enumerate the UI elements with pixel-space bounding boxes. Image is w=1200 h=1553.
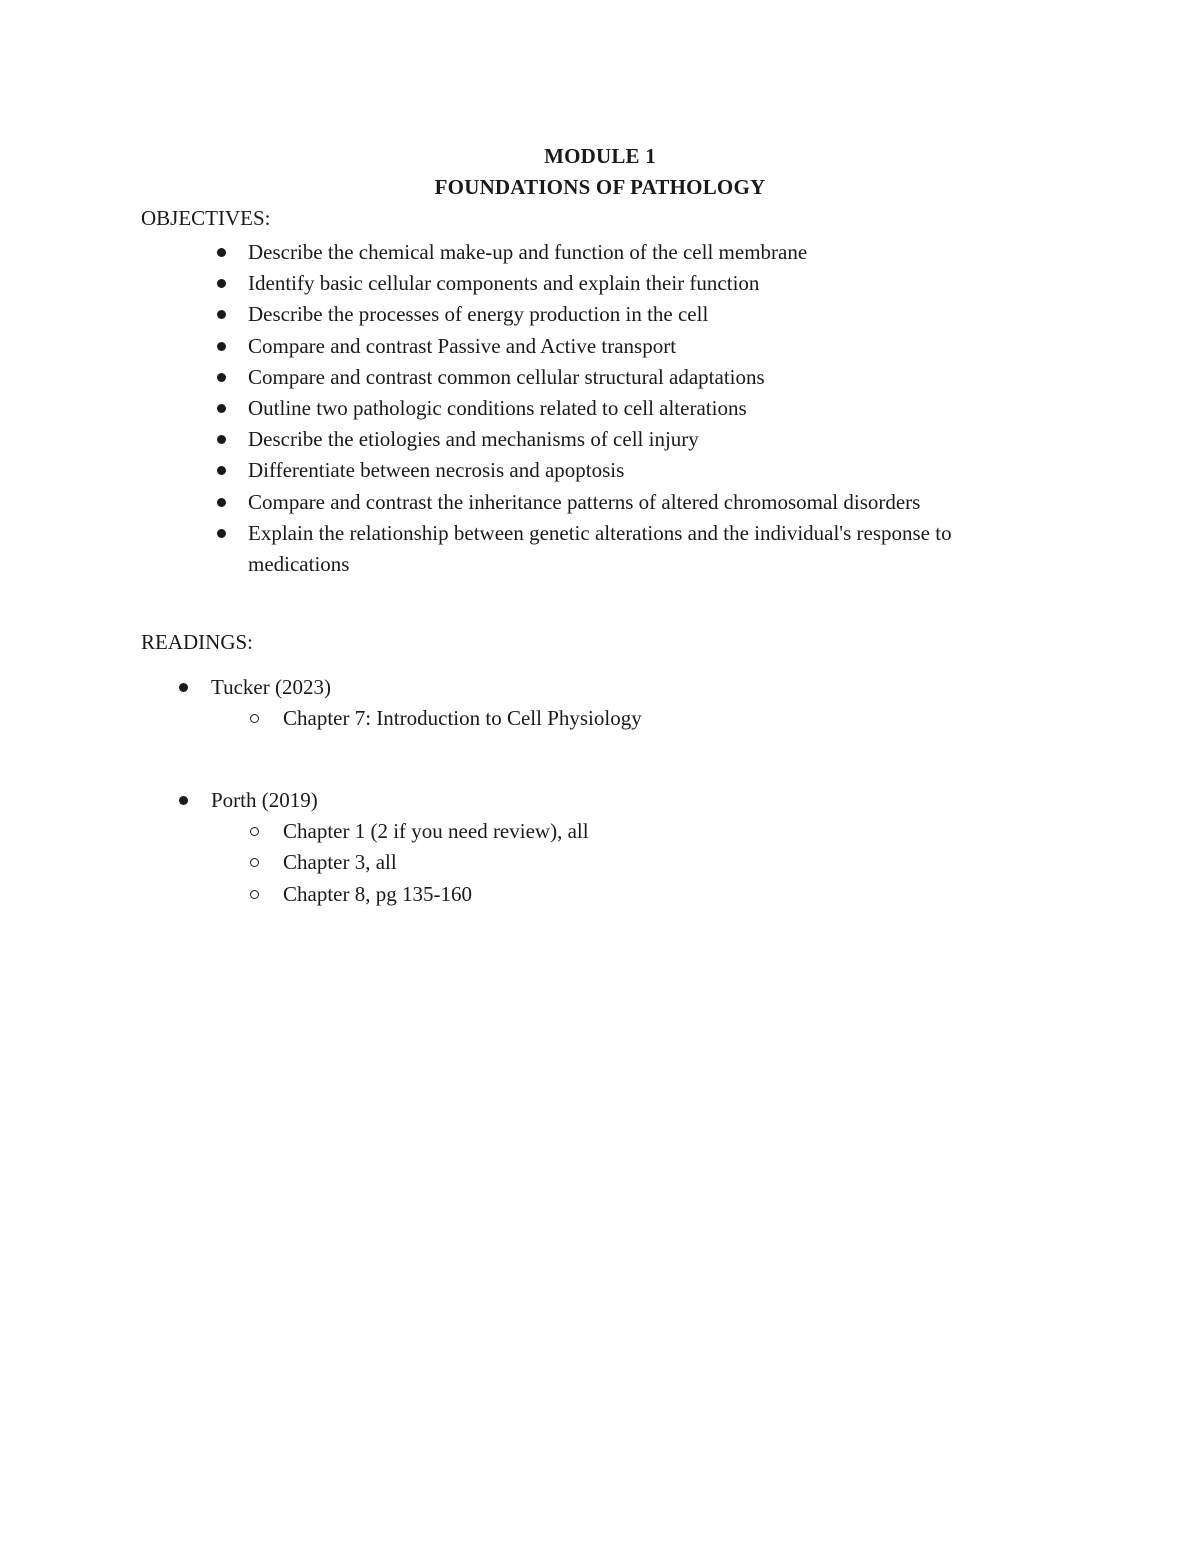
reading-chapter-item — [0, 816, 1200, 847]
objective-item — [0, 268, 1200, 299]
bullet-icon — [217, 435, 226, 444]
reading-chapter-item — [0, 847, 1200, 878]
bullet-icon — [217, 342, 226, 351]
hollow-bullet-icon — [250, 890, 259, 899]
objective-item — [0, 518, 1200, 580]
objective-item — [0, 455, 1200, 486]
bullet-icon — [217, 373, 226, 382]
bullet-icon — [217, 404, 226, 413]
reading-author-item — [0, 785, 1200, 816]
objective-text: Differentiate between necrosis and apoptosis — [248, 458, 625, 483]
hollow-bullet-icon — [250, 827, 259, 836]
objective-item — [0, 331, 1200, 362]
hollow-bullet-icon — [250, 714, 259, 723]
bullet-icon — [217, 310, 226, 319]
reading-chapter-text: Chapter 8, pg 135-160 — [283, 881, 472, 906]
bullet-icon — [217, 248, 226, 257]
objective-item — [0, 362, 1200, 393]
reading-author-text: Porth (2019) — [211, 788, 318, 812]
module-number-heading: MODULE 1 — [544, 144, 656, 168]
reading-chapter-text: Chapter 3, all — [283, 850, 397, 875]
reading-chapter-list — [0, 703, 1200, 734]
bullet-icon — [217, 466, 226, 475]
objective-text: Compare and contrast Passive and Active transport — [248, 333, 677, 358]
objective-item — [0, 487, 1200, 518]
reading-group-tucker — [0, 672, 1200, 734]
module-title-heading: FOUNDATIONS OF PATHOLOGY — [434, 175, 766, 199]
bullet-icon — [217, 498, 226, 507]
bullet-icon — [179, 796, 188, 805]
reading-author-item — [0, 672, 1200, 703]
bullet-icon — [217, 279, 226, 288]
reading-chapter-item — [0, 879, 1200, 910]
objective-text: Describe the processes of energy production in the cell — [248, 302, 709, 327]
objectives-list — [0, 237, 1200, 580]
reading-author-text: Tucker (2023) — [211, 675, 331, 699]
objective-item — [0, 393, 1200, 424]
objective-text: Describe the chemical make-up and function of the cell membrane — [248, 240, 808, 264]
reading-chapter-list — [0, 816, 1200, 910]
readings-heading: READINGS: — [141, 630, 254, 654]
hollow-bullet-icon — [250, 858, 259, 867]
objective-text: Describe the etiologies and mechanisms of cell injury — [248, 427, 699, 452]
objective-item — [0, 237, 1200, 268]
objective-text: Explain the relationship between genetic alterations and the individual's response to medications — [248, 520, 952, 577]
objectives-heading: OBJECTIVES: — [141, 206, 271, 230]
reading-chapter-text: Chapter 1 (2 if you need review), all — [283, 819, 589, 844]
objective-text: Compare and contrast the inheritance patterns of altered chromosomal disorders — [248, 489, 921, 514]
bullet-icon — [217, 529, 226, 538]
objective-text: Identify basic cellular components and explain their function — [248, 271, 760, 296]
reading-chapter-item — [0, 703, 1200, 734]
objective-text: Compare and contrast common cellular structural adaptations — [248, 364, 765, 389]
reading-chapter-text: Chapter 7: Introduction to Cell Physiology — [283, 706, 642, 731]
objective-item — [0, 299, 1200, 330]
bullet-icon — [179, 683, 188, 692]
reading-group-porth — [0, 785, 1200, 910]
objective-item — [0, 424, 1200, 455]
objective-text: Outline two pathologic conditions related to cell alterations — [248, 396, 747, 421]
